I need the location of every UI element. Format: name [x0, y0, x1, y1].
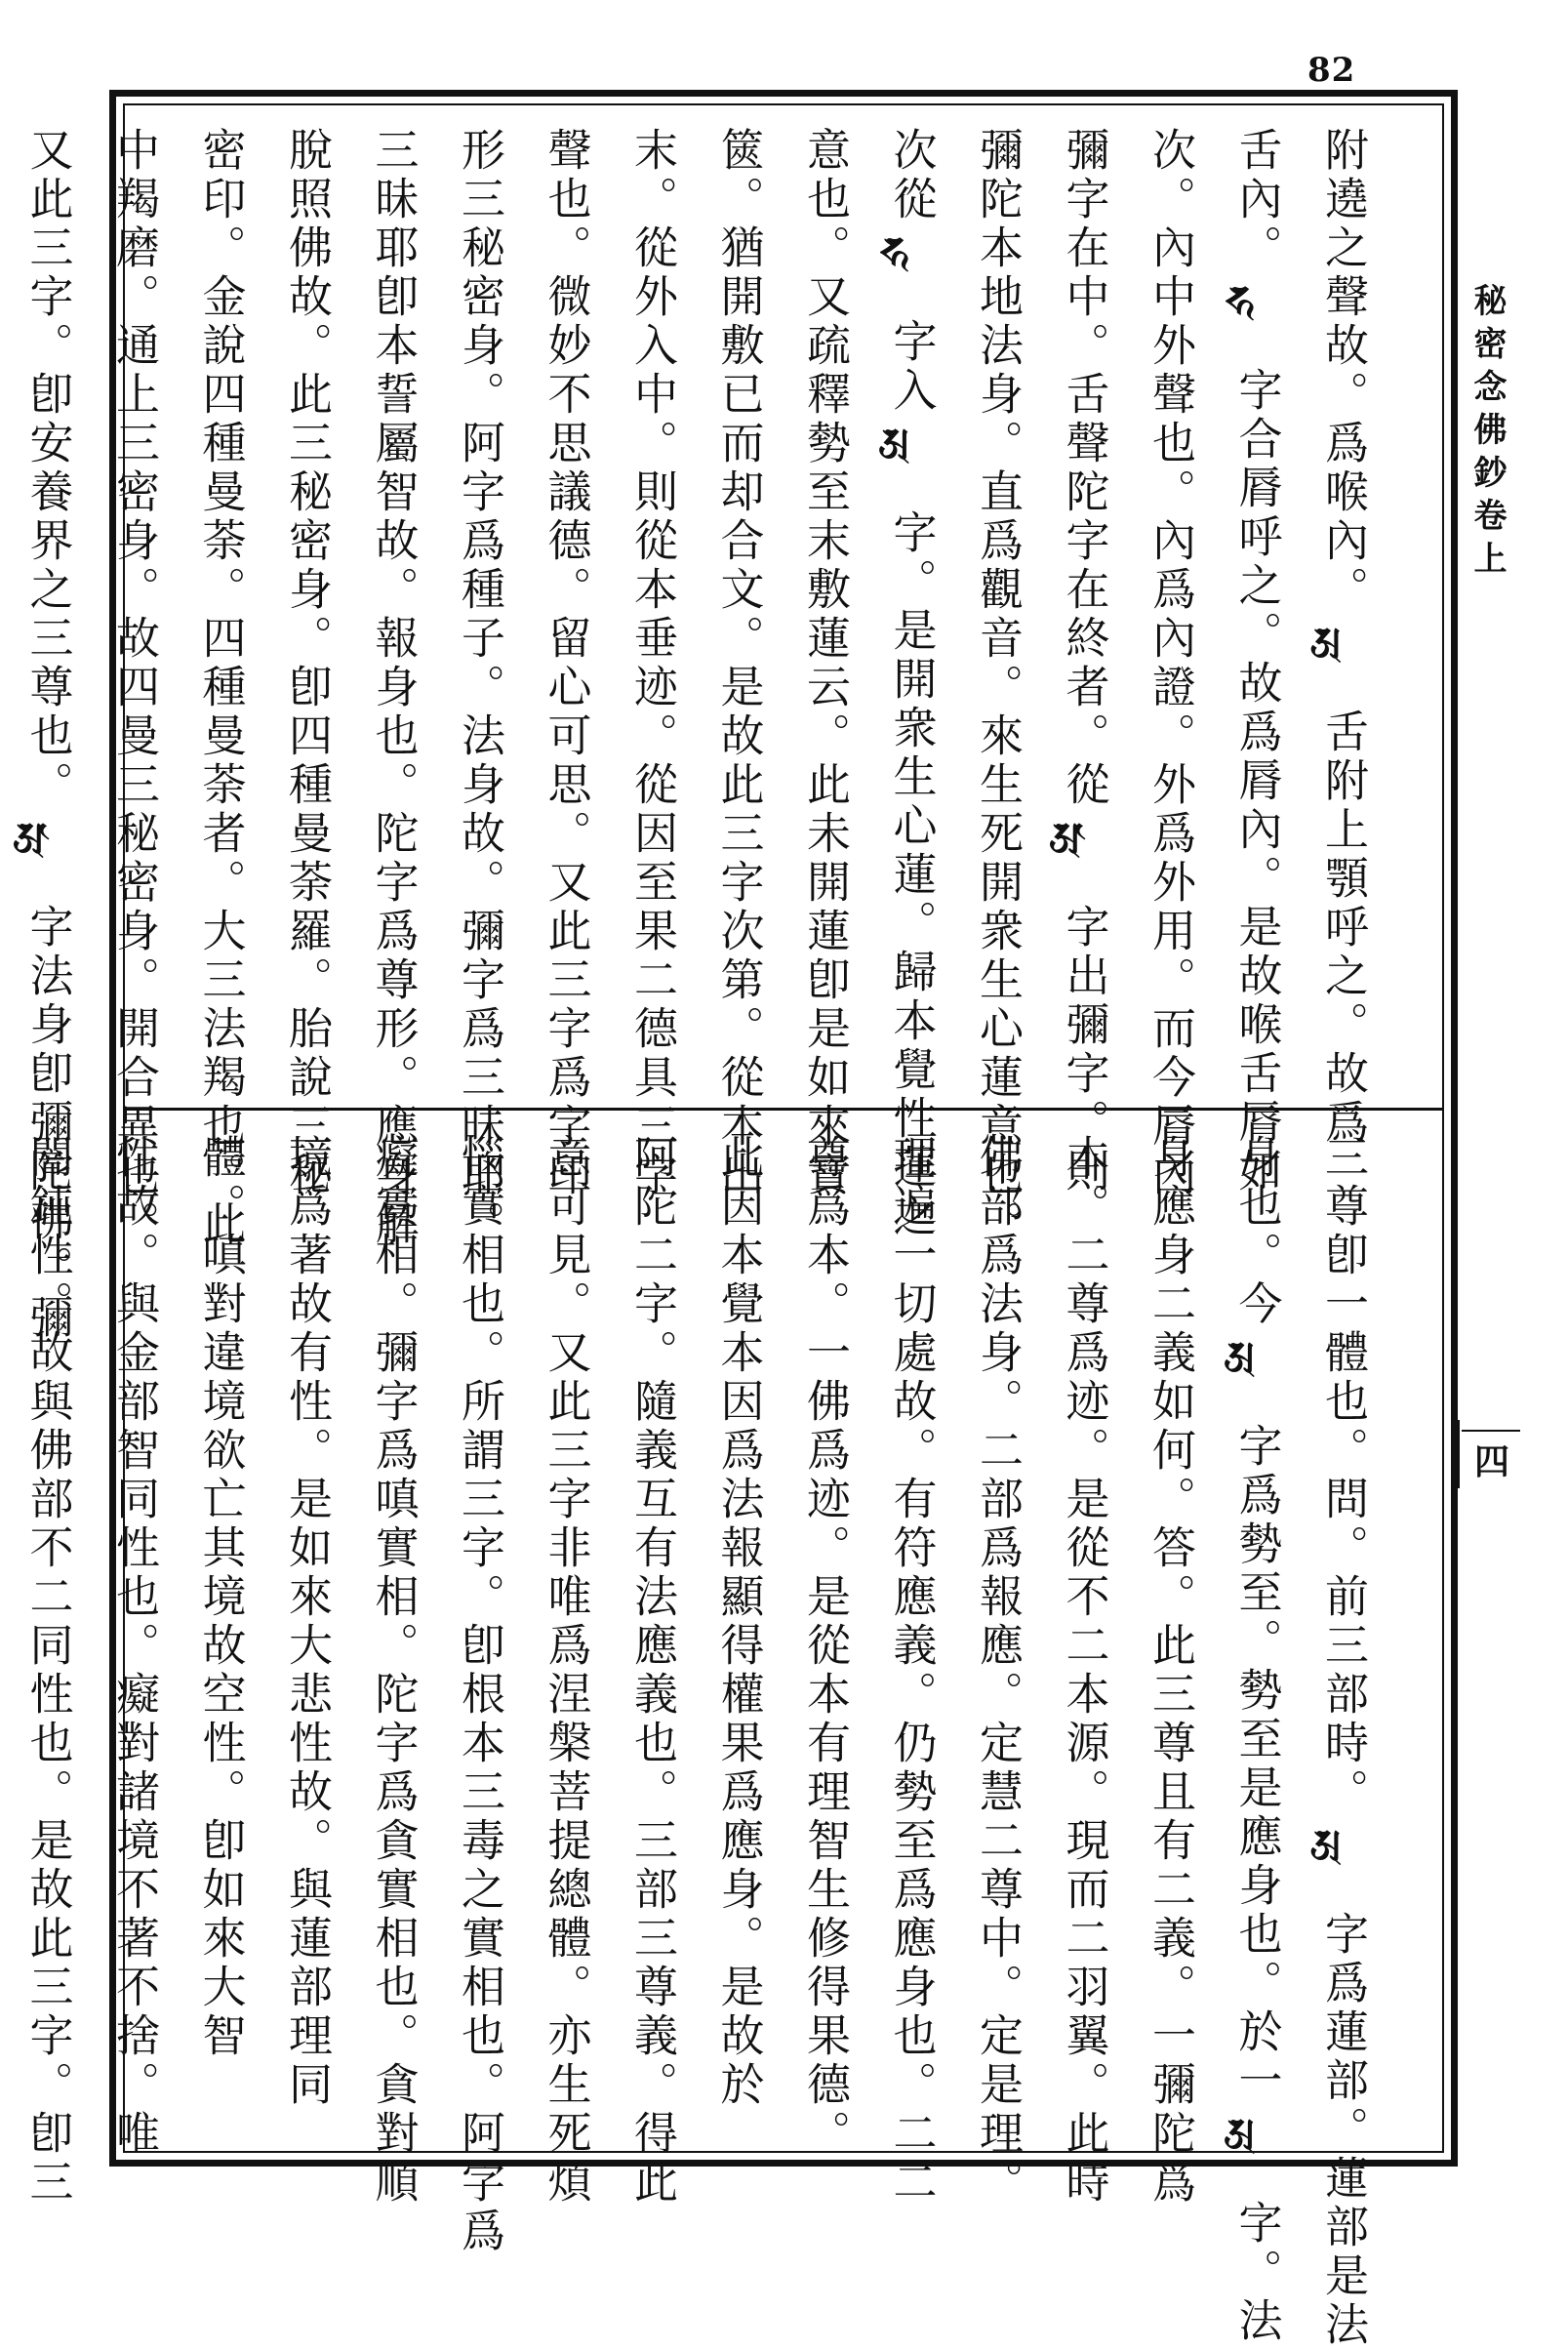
text-column: 惱實相也。所謂三字。卽根本三毒之實相也。阿字爲	[454, 1134, 505, 2256]
text-column: 癡實相。彌字爲嗔實相。陀字爲貪實相也。貪對順	[367, 1134, 420, 2208]
text-column: 脫照佛故。此三秘密身。卽四種曼荼羅。胎說三秘	[281, 127, 333, 1200]
text-column: 意可見。又此三字非唯爲涅槃菩提總體。亦生死煩	[540, 1134, 592, 2208]
text-column: 次。內中外聲也。內爲內證。外爲外用。而今脣內	[1145, 127, 1196, 1200]
text-column: 境爲著故有性。是如來大悲性故。與蓮部理同	[281, 1134, 333, 2110]
text-column: 形三秘密身。阿字爲種子。法身故。彌字爲三昧耶。	[454, 127, 505, 1249]
text-column: 三昧耶卽本誓屬智故。報身也。陀字爲尊形。應身解	[367, 127, 420, 1249]
text-column: 舌內。𑖮字合脣呼之。故爲脣內。是故喉舌脣如	[1230, 127, 1283, 1196]
text-column: 此因本覺本因爲法報顯得權果爲應身。是故於	[712, 1134, 765, 2110]
text-column: 體。嗔對違境欲亡其境故空性。卽如來大智	[194, 1134, 247, 2061]
top-text-panel	[21, 127, 1386, 1343]
text-column: 本。二尊爲迹。是從不二本源。現而二羽翼。此時	[1058, 1134, 1110, 2208]
page-number: 82	[1307, 51, 1356, 90]
bottom-text-panel	[21, 1134, 1386, 2350]
text-column: 中羯磨。通上三密身。故四曼三秘密身。開合異也。	[108, 127, 160, 1249]
text-column: 身應身二義如何。答。此三尊且有二義。一彌陀爲	[1145, 1134, 1196, 2208]
text-column: 聲也。微妙不思議德。留心可思。又此三字爲字印	[540, 127, 592, 1200]
margin-tick	[1462, 1430, 1520, 1432]
text-column: 篋。猶開敷已而却合文。是故此三字次第。從本出	[712, 127, 765, 1200]
text-column: 阿陀二字。隨義互有法應義也。三部三尊義。得此	[626, 1134, 678, 2208]
text-column: 闇鈍性。故與佛部不二同性也。是故此三字。卽三	[21, 1134, 74, 2208]
text-column: 密印。金說四種曼荼。四種曼荼者。大三法羯也。此	[194, 127, 247, 1249]
text-column: 彌陀本地法身。直爲觀音。來生死開衆生心蓮意也。	[972, 127, 1024, 1249]
margin-rule	[1458, 1420, 1460, 1488]
text-column: 理遍一切處故。有符應義。仍勢至爲應身也。二二	[885, 1134, 938, 2208]
text-column: 末。從外入中。則從本垂迹。從因至果二德具三字	[626, 127, 678, 1200]
text-column: 尊爲本。一佛爲迹。是從本有理智生修得果德。	[799, 1134, 851, 2159]
text-column: 三尊卽一體也。問。前三部時。𑖀字爲蓮部。蓮部是法	[1317, 1134, 1369, 2350]
text-column	[0, 127, 4, 1093]
text-column: 身也。今𑖀字爲勢至。勢至是應身也。於一𑖀字。法	[1230, 1134, 1283, 2346]
text-column: 又此三字。卽安養界之三尊也。𑖁字法身卽彌陀佛。彌	[21, 127, 74, 1343]
book-title: 秘密念佛鈔卷上	[1467, 283, 1507, 584]
text-column: 附遶之聲故。爲喉內。𑖀舌附上顎呼之。故爲	[1317, 127, 1369, 1148]
folio-mark: 四	[1473, 1441, 1509, 1482]
text-column: 次從𑖮字入𑖀字。是開衆生心蓮。歸本覺性蓮之	[885, 127, 938, 1241]
text-column: 性故。與金部智同性也。癡對諸境不著不捨。唯	[108, 1134, 160, 2159]
text-column: 意也。又疏釋勢至末敷蓮云。此未開蓮卽是如來寶	[799, 127, 851, 1200]
text-column: 彌字在中。舌聲陀字在終者。從𑖁字出彌字。則	[1058, 127, 1110, 1196]
text-column: 佛部爲法身。二部爲報應。定慧二尊中。定是理。	[972, 1134, 1024, 2208]
text-column	[0, 1134, 4, 2141]
